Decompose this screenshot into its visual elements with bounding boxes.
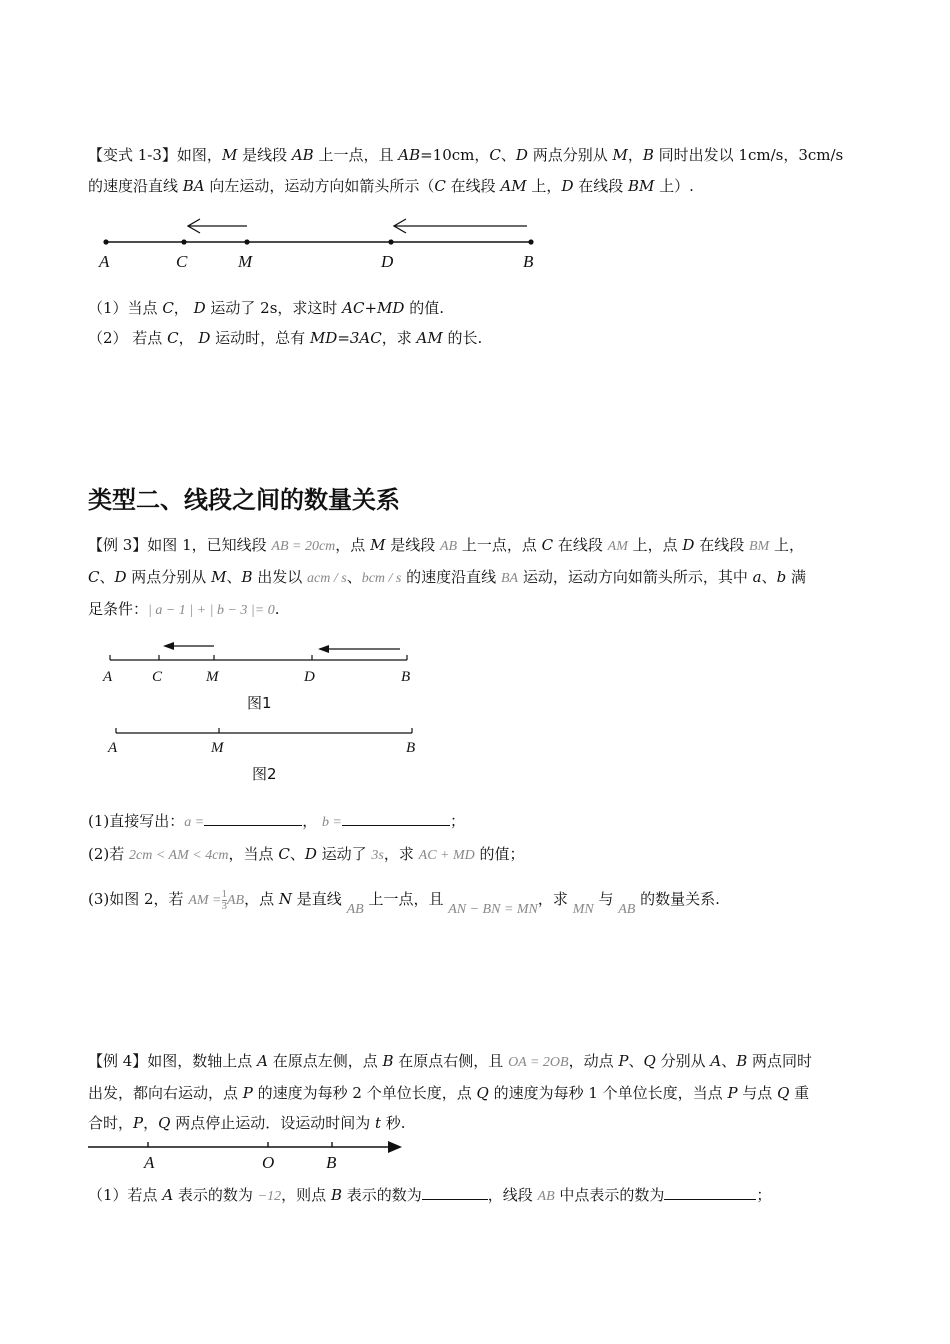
text: 上一点，且: [363, 890, 449, 908]
answer-blank-midpoint[interactable]: [664, 1185, 756, 1200]
math: BA: [500, 571, 519, 586]
text: ，: [143, 1114, 159, 1132]
math: bcm / s: [361, 571, 402, 586]
example3-line1: [88, 534, 804, 558]
text: ，动点: [568, 1052, 619, 1070]
text: 、: [721, 1052, 737, 1070]
text: ，线段: [487, 1186, 538, 1204]
text: 运动了: [316, 845, 372, 863]
var: C: [167, 329, 179, 347]
var: C: [489, 146, 501, 164]
var: B: [330, 1186, 342, 1204]
label-b: B: [523, 252, 534, 271]
example4-q1: [88, 1184, 771, 1208]
text: 【例 4】如图，数轴上点: [88, 1052, 258, 1070]
math: AB = 20cm: [271, 539, 336, 554]
text: 、: [226, 568, 242, 586]
expr: AC+MD: [342, 299, 405, 317]
text: 同时出发以 1cm/s，3cm/s: [653, 146, 844, 164]
text: 两点同时: [747, 1052, 813, 1070]
axis-arrowhead: [388, 1141, 402, 1153]
arrow-d-head: [318, 645, 329, 653]
math: AM =: [188, 893, 222, 908]
text: 上）.: [654, 177, 694, 195]
text: ，求: [381, 329, 417, 347]
label-m: M: [211, 740, 224, 756]
math: | a − 1 | + | b − 3 |= 0: [148, 603, 275, 618]
text: (3)如图 2，若: [88, 890, 189, 908]
var: B: [736, 1052, 748, 1070]
text: 的值.: [404, 299, 444, 317]
var: Q: [476, 1084, 489, 1102]
text: (1)直接写出：: [88, 812, 185, 830]
variant13-figure: [98, 219, 534, 271]
math: AN − BN = MN: [448, 902, 538, 917]
var: AB: [291, 146, 314, 164]
label-m: M: [206, 669, 219, 685]
var: A: [710, 1052, 722, 1070]
example3-line3: [88, 598, 279, 622]
text: 满: [786, 568, 806, 586]
text: 、: [289, 845, 305, 863]
text: 在线段: [553, 536, 608, 554]
var: D: [114, 568, 127, 586]
var: D: [198, 329, 211, 347]
text: 向左运动，运动方向如箭头所示（: [204, 177, 435, 195]
point-m: [244, 239, 249, 244]
var: M: [370, 536, 386, 554]
text: 运动时，总有: [210, 329, 310, 347]
text: 与点: [737, 1084, 778, 1102]
text: 的长.: [442, 329, 483, 347]
text: （2） 若点: [88, 329, 168, 347]
example4-line3: [88, 1112, 406, 1134]
text: 、: [99, 568, 115, 586]
var: C: [162, 299, 174, 317]
text: 的速度为每秒 1 个单位长度，当点: [488, 1084, 728, 1102]
text: .: [274, 600, 280, 618]
text: 两点分别从: [527, 146, 613, 164]
var: BM: [628, 177, 655, 195]
denominator: 3: [221, 899, 227, 912]
arrow-c-head: [163, 642, 174, 650]
text: 与: [593, 890, 619, 908]
text: 是线段: [385, 536, 440, 554]
text: 是线段: [237, 146, 292, 164]
caption-fig2: 图2: [252, 765, 277, 783]
label-o: O: [262, 1153, 275, 1172]
expr: MD=3AC: [309, 329, 382, 347]
section-title: 类型二、线段之间的数量关系: [88, 486, 400, 514]
text: 中点表示的数为: [554, 1186, 665, 1204]
math: AB: [618, 902, 636, 917]
math: AB: [537, 1189, 555, 1204]
text: ；: [449, 812, 465, 830]
label-b: B: [326, 1153, 337, 1172]
text: 、: [761, 568, 777, 586]
var: B: [241, 568, 253, 586]
text: 的值；: [474, 845, 525, 863]
var: Q: [158, 1114, 171, 1132]
text: 上一点，点: [457, 536, 542, 554]
text: (2)若: [88, 845, 130, 863]
text: 在线段: [573, 177, 629, 195]
math: acm / s: [307, 571, 347, 586]
var: P: [727, 1084, 738, 1102]
text: （1）当点: [88, 299, 163, 317]
text: 在原点左侧，点: [267, 1052, 383, 1070]
example3-q1: [88, 810, 465, 834]
text: 、: [500, 146, 516, 164]
text: 运动，运动方向如箭头所示，其中: [518, 568, 753, 586]
text: 足条件：: [88, 600, 149, 618]
point-d: [388, 239, 393, 244]
math: 2cm < AM < 4cm: [129, 848, 229, 863]
var: BA: [182, 177, 205, 195]
text: 在原点右侧，且: [393, 1052, 509, 1070]
text: 的速度为每秒 2 个单位长度，点: [252, 1084, 477, 1102]
label-b: B: [401, 669, 411, 685]
var: P: [618, 1052, 629, 1070]
label-c: C: [152, 669, 163, 685]
var: t: [374, 1114, 382, 1132]
text: 在线段: [694, 536, 749, 554]
var: a: [752, 568, 762, 586]
label-m: M: [238, 252, 253, 271]
example3-q2: [88, 843, 525, 867]
var: AM: [416, 329, 443, 347]
text: 重: [789, 1084, 810, 1102]
var: D: [193, 299, 206, 317]
text: （1）若点: [88, 1186, 163, 1204]
text: 、: [346, 568, 362, 586]
text: ，: [173, 299, 194, 317]
math: AB: [227, 893, 245, 908]
label-a: A: [99, 252, 110, 271]
example3-figure2: [107, 728, 415, 783]
text: 分别从: [655, 1052, 711, 1070]
example3-q3: [88, 887, 720, 917]
example4-line1: [88, 1050, 812, 1074]
text: 出发以: [252, 568, 308, 586]
text: ，点: [335, 536, 371, 554]
var: B: [642, 146, 654, 164]
caption-fig1: 图1: [247, 694, 272, 712]
text: ，则点: [281, 1186, 331, 1204]
example4-line2: [88, 1082, 809, 1104]
text: 的速度沿直线: [88, 177, 183, 195]
var: Q: [643, 1052, 656, 1070]
variant13-q1: [88, 297, 444, 319]
var: D: [561, 177, 574, 195]
text: ，点: [244, 890, 279, 908]
var: D: [682, 536, 695, 554]
math: AC + MD: [418, 848, 475, 863]
point-b: [528, 239, 533, 244]
var: Q: [777, 1084, 790, 1102]
text: ，: [178, 329, 199, 347]
text: 合时，: [88, 1114, 134, 1132]
math: 3s: [371, 848, 384, 863]
numerator: 1: [221, 887, 227, 900]
answer-blank-b-value[interactable]: [422, 1185, 488, 1200]
example4-number-line: [88, 1141, 402, 1172]
text: 上一点，且: [313, 146, 399, 164]
variant13-q2: [88, 327, 482, 349]
text: 上，点: [627, 536, 683, 554]
label-d: D: [304, 669, 315, 685]
label-a: A: [108, 740, 118, 756]
math: AB: [346, 902, 364, 917]
var: C: [541, 536, 554, 554]
text: 上，: [526, 177, 562, 195]
point-c: [181, 239, 186, 244]
point-a: [103, 239, 108, 244]
text: 【变式 1-3】如图，: [88, 146, 222, 164]
text: 在线段: [445, 177, 501, 195]
var: M: [612, 146, 628, 164]
var: b: [776, 568, 787, 586]
text: 上，: [769, 536, 804, 554]
example3-figure1: [102, 642, 410, 712]
math: a =: [184, 815, 205, 830]
answer-blank-a[interactable]: [204, 811, 302, 826]
text: ，: [627, 146, 643, 164]
label-a: A: [144, 1153, 155, 1172]
math: OA = 2OB: [508, 1055, 569, 1070]
var: D: [515, 146, 528, 164]
text: ，求: [383, 845, 419, 863]
text: 秒.: [381, 1114, 406, 1132]
text: 的速度沿直线: [401, 568, 501, 586]
var: D: [304, 845, 317, 863]
var: A: [162, 1186, 174, 1204]
text: 是直线: [292, 890, 347, 908]
text: 出发，都向右运动，点: [88, 1084, 243, 1102]
var: M: [221, 146, 238, 164]
math: AM: [607, 539, 628, 554]
example3-line2: [88, 566, 806, 590]
label-b: B: [406, 740, 416, 756]
text: ，: [302, 812, 318, 830]
var: B: [382, 1052, 394, 1070]
math: −12: [257, 1189, 282, 1204]
var: M: [211, 568, 227, 586]
text: ，当点: [228, 845, 279, 863]
var: P: [133, 1114, 144, 1132]
math: MN: [572, 902, 594, 917]
math: b =: [322, 815, 342, 830]
text: ，求: [537, 890, 573, 908]
answer-blank-b[interactable]: [342, 811, 450, 826]
var: P: [242, 1084, 253, 1102]
text: 表示的数为: [341, 1186, 422, 1204]
var: C: [434, 177, 446, 195]
var: N: [278, 890, 293, 908]
text: ；: [756, 1186, 772, 1204]
label-a: A: [103, 669, 113, 685]
math: BM: [749, 539, 770, 554]
text: 表示的数为: [173, 1186, 258, 1204]
text: 两点停止运动．设运动时间为: [170, 1114, 375, 1132]
var: AM: [500, 177, 527, 195]
var: AB: [398, 146, 421, 164]
label-c: C: [176, 252, 188, 271]
var: C: [278, 845, 290, 863]
text: 【例 3】如图 1，已知线段: [88, 536, 272, 554]
text: 的数量关系.: [635, 890, 720, 908]
label-d: D: [381, 252, 394, 271]
text: 、: [628, 1052, 644, 1070]
var: A: [257, 1052, 268, 1070]
text: =10cm，: [420, 146, 490, 164]
text: 运动了 2s，求这时: [205, 299, 343, 317]
text: 两点分别从: [126, 568, 212, 586]
math: AB: [439, 539, 458, 554]
var: C: [88, 568, 100, 586]
